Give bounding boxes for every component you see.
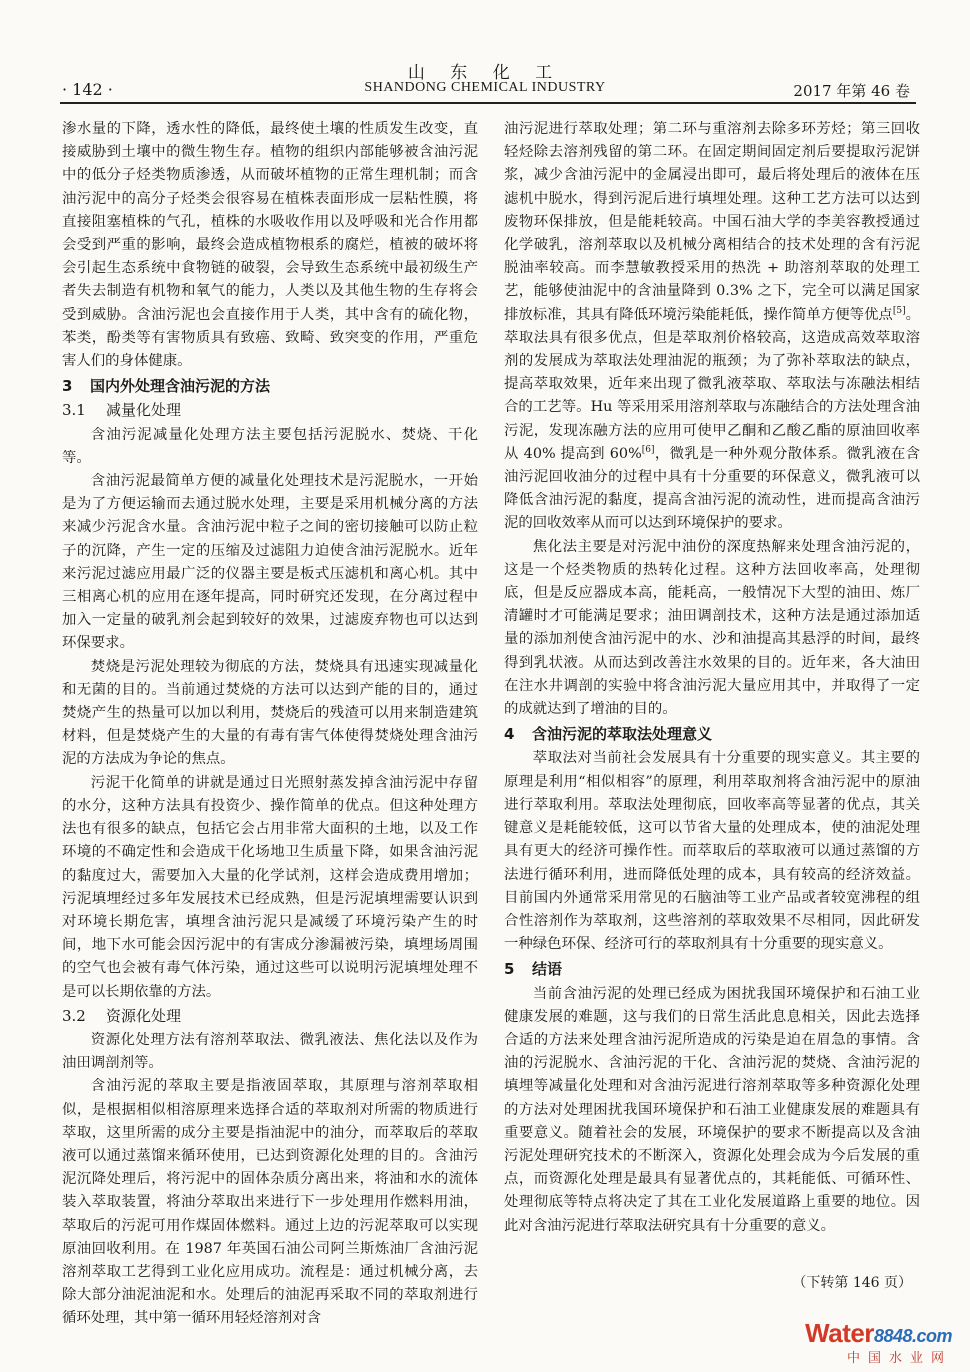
paragraph: 当前含油污泥的处理已经成为困扰我国环境保护和石油工业健康发展的难题，这与我们的日常生活此息息相关，因此去选择合适的方法来处理含油污泥所造成的污染是迫在眉急的事情。含油的污泥脱水、含油污泥的干化、含油污泥的焚烧、含油污泥的填埋等减量化处理和对含油污泥进行溶剂萃取等多种资源化处理的方法对处理困扰我国环境保护和石油工业健康发展的难题具有重要意义。随着社会的发展，环境保护的要求不断提高以及含油污泥处理研究技术的不断深入，资源化处理会成为今后发展的重点，而资源化处理是最具有显著优点的，其耗能低、可循环性、处理彻底等特点将决定了其在工业化发展道路上重要的地位。因此对含油污泥进行萃取法研究具有十分重要的意义。 xyxy=(504,985,920,1234)
section-title: 国内外处理含油污泥的方法 xyxy=(90,377,271,396)
watermark-logo xyxy=(805,1318,952,1366)
watermark-brand-tld: .com xyxy=(911,1326,952,1346)
right-column xyxy=(504,118,920,1238)
paragraph: 渗水量的下降，透水性的降低，最终使土壤的性质发生改变，直接威胁到土壤中的微生物生存。植物的组织内部能够被含油污泥中的低分子烃类物质渗透，从而破坏植物的正常生理机制；而含油污泥中的高分子烃类会很容易在植株表面形成一层粘性膜，将直接阻塞植株的气孔，植株的水吸收作用以及呼吸和光合作用都会受到严重的影响，最终会造成植物根系的腐烂，植被的破坏将会引起生态系统中食物链的破裂，会导致生态系统中最初级生产者失去制造有机物和氧气的能力，人类以及其他生物的生存将会受到威胁。含油污泥也会直接作用于人类，其中含有的硫化物，苯类，酚类等有害物质具有致癌、致畸、致突变的作用，严重危害人们的身体健康。 xyxy=(62,121,478,370)
journal-title-cn: 山 东 化 工 xyxy=(407,63,563,83)
journal-title-en: SHANDONG CHEMICAL INDUSTRY xyxy=(364,80,606,95)
paragraph: 含油污泥最简单方便的减量化处理技术是污泥脱水，一开始是为了方便运输而去通过脱水处理，主要是采用机械分离的方法来减少污泥含水量。含油污泥中粒子之间的密切接触可以防止粒子的沉降，产生一定的压缩及过滤阻力迫使含油污泥脱水。近年来污泥过滤应用最广泛的仪器主要是板式压滤机和离心机。其中三相离心机的应用在逐年提高，同时研究还发现，在分离过程中加入一定量的破乳剂会起到较好的效果，过滤废弃物也可以达到环保要求。 xyxy=(62,473,478,652)
subsection-heading-3-1 xyxy=(62,399,478,422)
watermark-cn: 中国水业网 xyxy=(846,1351,952,1366)
paragraph: 焚烧是污泥处理较为彻底的方法，焚烧具有迅速实现减量化和无菌的目的。当前通过焚烧的方法可以达到产能的目的，通过焚烧产生的热量可以加以利用，焚烧后的残渣可以用来制造建筑材料，但是焚烧产生的大量的有毒有害气体使得焚烧处理含油污泥的方法成为争论的焦点。 xyxy=(62,658,478,768)
subsection-heading-3-2 xyxy=(62,1005,478,1028)
section-heading-4 xyxy=(504,723,920,746)
issue-label: 2017 年第 46 卷 xyxy=(793,82,910,100)
page-header xyxy=(0,0,970,110)
section-number: 5 xyxy=(504,960,515,979)
page-number: · 142 · xyxy=(62,80,113,99)
citation-ref: [5] xyxy=(892,305,906,316)
paragraph: 萃取法对当前社会发展具有十分重要的现实意义。其主要的原理是利用“相似相容”的原理，利用萃取剂将含油污泥中的原油进行萃取利用。萃取法处理彻底，回收率高等显著的优点，其关键意义是耗能较低，这可以节省大量的处理成本，使的油泥处理具有更大的经济可操作性。而萃取后的萃取液可以通过蒸馏的方法进行循环利用，进而降低处理的成本，具有较高的经济效益。目前国内外通常采用常见的石脑油等工业产品或者较宽沸程的组合性溶剂作为萃取剂，这些溶剂的萃取效果不尽相同，因此研发一种绿色环保、经济可行的萃取剂具有十分重要的现实意义。 xyxy=(504,750,920,953)
watermark-brand xyxy=(805,1318,952,1349)
header-rule xyxy=(60,102,916,104)
paragraph: 资源化处理方法有溶剂萃取法、微乳液法、焦化法以及作为油田调剖剂等。 xyxy=(62,1031,478,1072)
paragraph: 含油污泥的萃取主要是指液固萃取，其原理与溶剂萃取相似，是根据相似相溶原理来选择合适的萃取剂对所需的物质进行萃取，这里所需的成分主要是指油泥中的油分，而萃取后的萃取液可以通过蒸馏来循环使用，已达到资源化处理的目的。含油污泥沉降处理后，将污泥中的固体杂质分离出来，将油和水的流体装入萃取装置，将油分萃取出来进行下一步处理用作燃料用油，萃取后的污泥可用作煤固体燃料。通过上边的污泥萃取可以实现原油回收利用。在 1987 年英国石油公司阿兰斯炼油厂含油污泥溶剂萃取工艺得到工业化应用成功。流程是：通过机械分离，去除大部分油泥油泥和水。处理后的油泥再采取不同的萃取剂进行循环处理，其中第一循环用轻烃溶剂对含 xyxy=(62,1078,478,1327)
subsection-title: 减量化处理 xyxy=(106,401,182,420)
text-run: 油污泥进行萃取处理；第二环与重溶剂去除多环芳烃；第三回收轻烃除去溶剂残留的第二环。在固定期间固定剂后要提取污泥饼浆，减少含油污泥中的金属浸出即可，最后将处理后的液体在压滤机中脱水，得到污泥后进行填埋处理。这种工艺方法可以达到废物环保排放，但是能耗较高。中国石油大学的李美容教授通过化学破乳，溶剂萃取以及机械分离相结合的技术处理的含有污泥脱油率较高。而李慧敏教授采用的热洗 + 助溶剂萃取的处理工艺，能够使油泥中的含油量降到 0.3% 之下，完全可以满足国家排放标准，其具有降低环境污染能耗低，操作简单方便等优点 xyxy=(504,121,920,323)
watermark-brand-num: 8848 xyxy=(873,1326,912,1346)
section-title: 含油污泥的萃取法处理意义 xyxy=(532,725,713,744)
paragraph: 焦化法主要是对污泥中油份的深度热解来处理含油污泥的，这是一个烃类物质的热转化过程。这种方法回收率高，处理彻底，但是反应器成本高，能耗高，一般情况下大型的油田、炼厂清罐时才可能满足要求；油田调剖技术，这种方法是通过添加适量的添加剂使含油污泥中的水、沙和油提高其悬浮的时间，最终得到乳状液。从而达到改善注水效果的目的。近年来，各大油田在注水井调剖的实验中将含油污泥大量应用其中，并取得了一定的成就达到了增油的目的。 xyxy=(504,538,920,718)
subsection-number: 3.2 xyxy=(62,1006,86,1025)
section-number: 4 xyxy=(504,725,515,744)
subsection-number: 3.1 xyxy=(62,401,86,420)
subsection-title: 资源化处理 xyxy=(106,1006,182,1025)
paragraph: 含油污泥减量化处理方法主要包括污泥脱水、焚烧、干化等。 xyxy=(62,426,478,466)
left-column xyxy=(62,118,478,1331)
section-heading-3 xyxy=(62,375,478,398)
section-title: 结语 xyxy=(532,960,563,979)
paragraph xyxy=(504,118,920,536)
section-heading-5 xyxy=(504,958,920,981)
citation-ref: [6] xyxy=(641,445,655,456)
continued-note: （下转第 146 页） xyxy=(792,1275,912,1291)
paragraph: 污泥干化简单的讲就是通过日光照射蒸发掉含油污泥中存留的水分，这种方法具有投资少、操作简单的优点。但这种处理方法也有很多的缺点，包括它会占用非常大面积的土地，以及工作环境的不确定性和会造成干化场地卫生质量下降，如果含油污泥的黏度过大，需要加入大量的化学试剂，这样会造成费用增加；污泥填埋经过多年发展技术已经成熟，但是污泥填埋需要认识到对环境长期危害，填埋含油污泥只是减缓了环境污染产生的时间，地下水可能会因污泥中的有害成分渗漏被污染，填埋场周围的空气也会被有毒气体污染，通过这些可以说明污泥填埋处理不是可以长期依靠的方法。 xyxy=(62,774,478,1000)
text-run: ，微乳是一种外观分散体系。微乳液在含油污泥回收油分的过程中具有十分重要的环保意义，微乳液可以降低含油污泥的黏度，提高含油污泥的流动性，进而提高含油污泥的回收效率从而可以达到环境保护的要求。 xyxy=(504,445,920,532)
section-number: 3 xyxy=(62,377,73,396)
watermark-brand-text: Water xyxy=(805,1318,874,1348)
text-run: 。萃取法具有很多优点，但是萃取剂价格较高，这造成高效萃取溶剂的发展成为萃取法处理油泥的瓶颈；为了弥补萃取法的缺点，提高萃取效果，近年来出现了微乳液萃取、萃取法与冻融法相结合的工艺等。Hu 等采用采用溶剂萃取与冻融结合的方法处理含油污泥，发现冻融方法的应用可使甲乙酮和乙酸乙酯的原油回收率从 40% 提高到 60% xyxy=(504,306,920,462)
